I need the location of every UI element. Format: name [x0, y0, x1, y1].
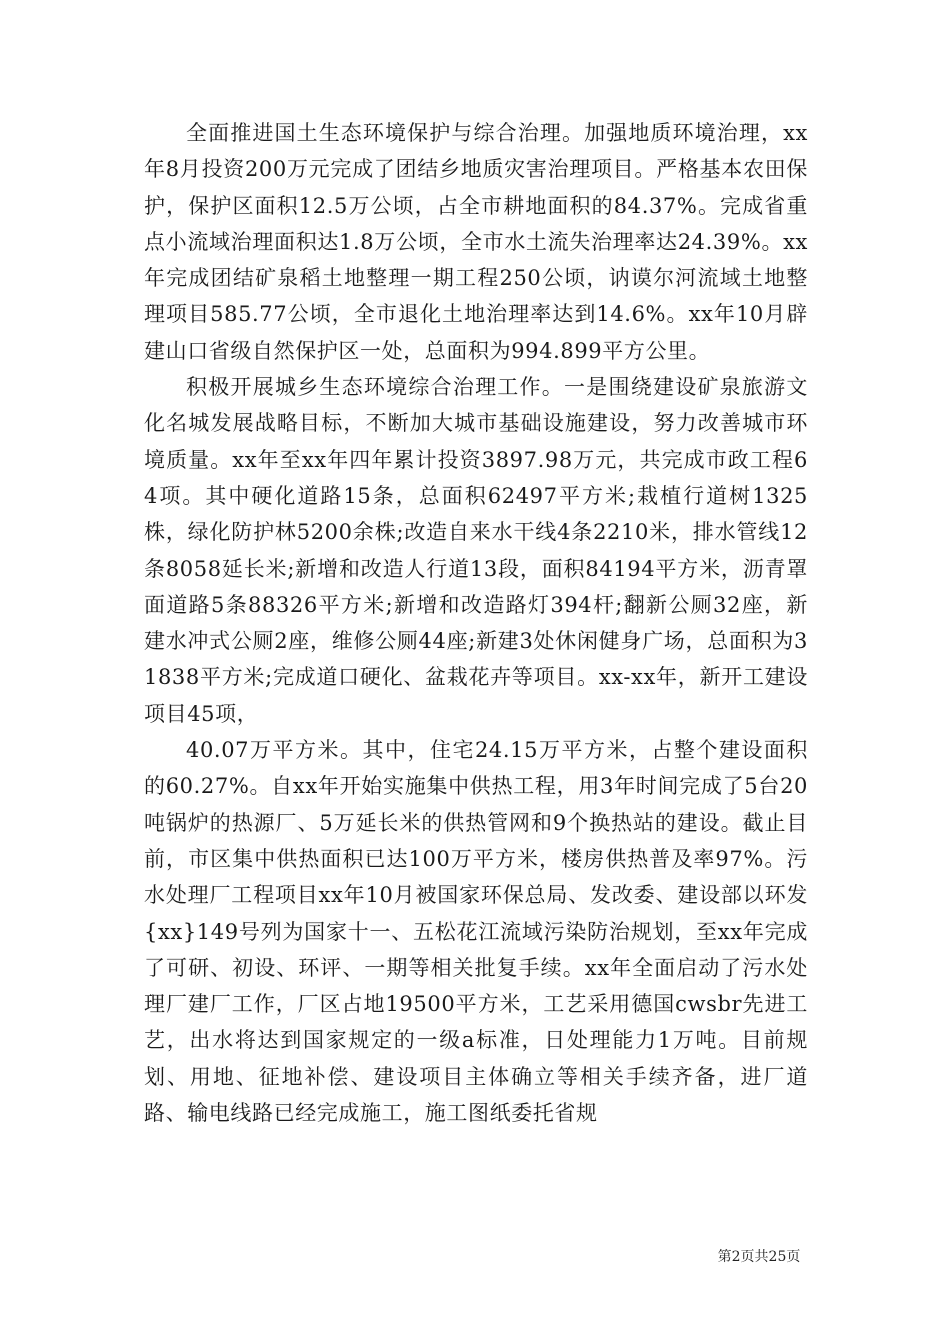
paragraph-urban-rural-governance: 积极开展城乡生态环境综合治理工作。一是围绕建设矿泉旅游文化名城发展战略目标，不断加大城市基础设施建设，努力改善城市环境质量。xx年至xx年四年累计投资3897.98万元，共完成市政工程64项。其中硬化道路15条，总面积62497平方米;栽植行道树1325株，绿化防护林5200余株;改造自来水干线4条2210米，排水管线12条8058延长米;新增和改造人行道13段，面积84194平方米，沥青罩面道路5条88326平方米;新增和改造路灯394杆;翻新公厕32座，新建水冲式公厕2座，维修公厕44座;新建3处休闲健身广场，总面积为31838平方米;完成道口硬化、盆栽花卉等项目。xx-xx年，新开工建设项目45项， [144, 375, 808, 726]
document-body [144, 115, 808, 1131]
paragraph-heating-sewage: 40.07万平方米。其中，住宅24.15万平方米，占整个建设面积的60.27%。自xx年开始实施集中供热工程，用3年时间完成了5台20吨锅炉的热源厂、5万延长米的供热管网和9个换热站的建设。截止目前，市区集中供热面积已达100万平方米，楼房供热普及率97%。污水处理厂工程项目xx年10月被国家环保总局、发改委、建设部以环发{xx}149号列为国家十一、五松花江流域污染防治规划，至xx年完成了可研、初设、环评、一期等相关批复手续。xx年全面启动了污水处理厂建厂工作，厂区占地19500平方米，工艺采用德国cwsbr先进工艺，出水将达到国家规定的一级a标准，日处理能力1万吨。目前规划、用地、征地补偿、建设项目主体确立等相关手续齐备，进厂道路、输电线路已经完成施工，施工图纸委托省规 [144, 738, 808, 1126]
page-footer [0, 1246, 950, 1266]
paragraph-ecological-protection: 全面推进国土生态环境保护与综合治理。加强地质环境治理，xx年8月投资200万元完成了团结乡地质灾害治理项目。严格基本农田保护，保护区面积12.5万公顷，占全市耕地面积的84.37%。完成省重点小流域治理面积达1.8万公顷，全市水土流失治理率达24.39%。xx年完成团结矿泉稻土地整理一期工程250公顷，讷谟尔河流域土地整理项目585.77公顷，全市退化土地治理率达到14.6%。xx年10月辟建山口省级自然保护区一处，总面积为994.899平方公里。 [144, 121, 808, 363]
page-number: 第2页共25页 [717, 1249, 801, 1265]
